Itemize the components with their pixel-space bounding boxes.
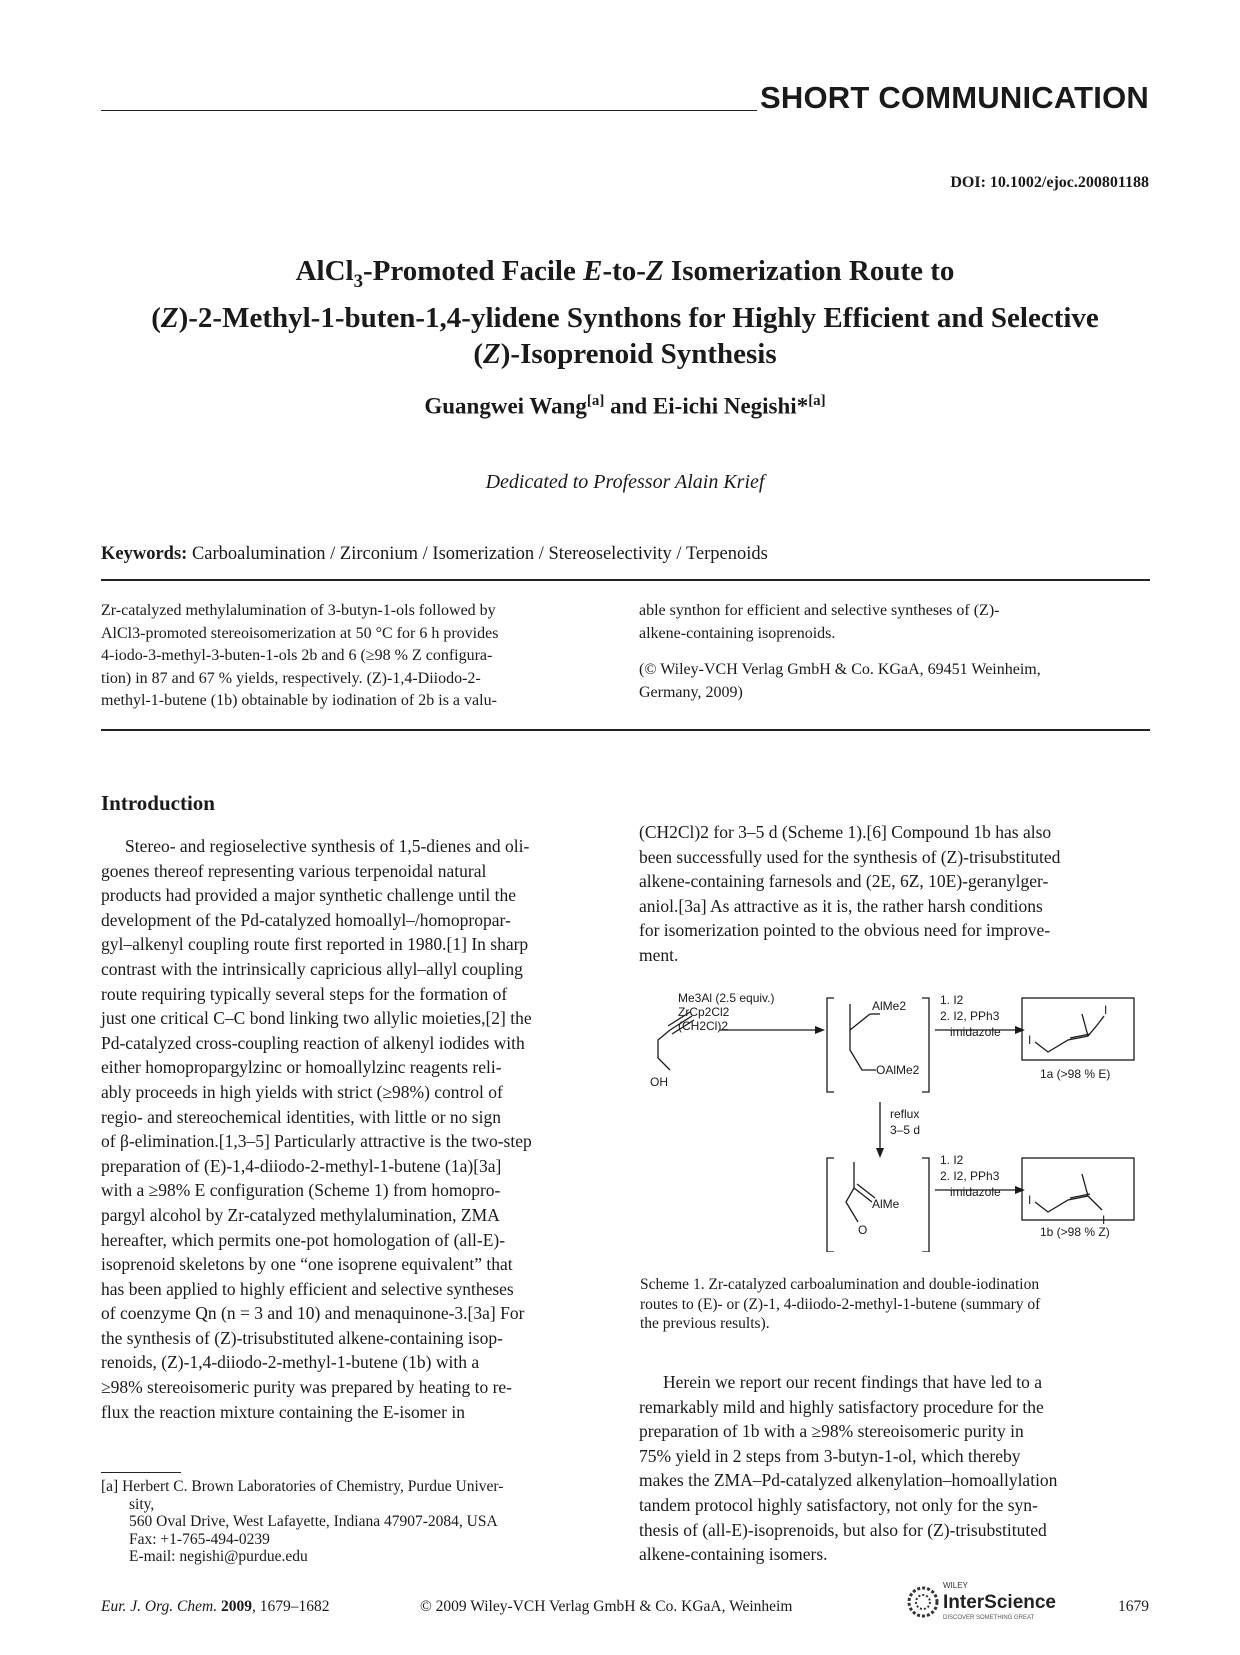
section-label: SHORT COMMUNICATION	[760, 80, 1149, 115]
footer-citation: Eur. J. Org. Chem. 2009, 1679–1682	[101, 1598, 330, 1615]
bond-product-1b	[1035, 1196, 1102, 1212]
article-title	[100, 253, 1150, 372]
arrowhead-3	[1015, 1186, 1025, 1194]
title-line-3: (Z)-Isoprenoid Synthesis	[473, 337, 777, 370]
svg-text:DISCOVER SOMETHING GREAT: DISCOVER SOMETHING GREAT	[943, 1615, 1035, 1621]
bracket-left-2	[827, 1158, 834, 1252]
label-alme2: AlMe2	[872, 999, 907, 1013]
step-bot-2: 2. I2, PPh3	[940, 1169, 1000, 1183]
reagent-solvent: (CH2Cl)2	[678, 1019, 729, 1033]
label-i-1b-left: I	[1028, 1193, 1032, 1207]
step-bot-3: imidazole	[950, 1185, 1001, 1199]
abstract-bottom-rule	[101, 729, 1150, 731]
intro-right-column: (CH2Cl)2 for 3–5 d (Scheme 1).[6] Compound 1b has also been successfully used for the synthesis of (Z)-trisubstituted alkene-containing farnesols and (2E, 6Z, 10E)-geranylger- aniol.[3a] As attractive as it is, the rather harsh conditions for isomerization pointed to the obvious need for improve- ment.	[639, 822, 1061, 965]
footnote-email: E-mail: negishi@purdue.edu	[129, 1548, 308, 1565]
abstract-copyright: (© Wiley-VCH Verlag GmbH & Co. KGaA, 69451 Weinheim,	[639, 661, 1041, 678]
footer-copyright: © 2009 Wiley-VCH Verlag GmbH & Co. KGaA, Weinheim	[420, 1598, 793, 1615]
arrowhead-1	[815, 1026, 825, 1034]
label-alme: AlMe	[872, 1197, 900, 1211]
step-bot-1: 1. I2	[940, 1153, 964, 1167]
scheme-1-diagram	[650, 990, 1150, 1252]
label-i-1a-left: I	[1028, 1033, 1032, 1047]
keywords	[101, 544, 768, 565]
abstract-top-rule	[101, 579, 1150, 581]
svg-text:InterScience: InterScience	[943, 1592, 1056, 1613]
abstract-left: Zr-catalyzed methylalumination of 3-butyn-1-ols followed by AlCl3-promoted stereoisomerization at 50 °C for 6 h provides 4-iodo-3-methyl-3-buten-1-ols 2b and 6 (≥98 % Z configura- tion) in 87 and 67 % yields, respectively. (Z)-1,4-Diiodo-2- methyl-1-butene (1b) obtainable by iodination of 2b is a valu-	[101, 602, 499, 709]
label-o: O	[858, 1223, 868, 1237]
intro-right-column-2: Herein we report our recent findings that have led to a remarkably mild and highly satisfactory procedure for the preparation of 1b with a ≥98% stereoisomeric purity in 75% yield in 2 steps from 3-butyn-1-ol, which thereby makes the ZMA–Pd-catalyzed alkenylation–homoallylation tandem protocol highly satisfactory, not only for the syn- thesis of (all-E)-isoprenoids, but also for (Z)-trisubstituted alkene-containing isomers.	[639, 1372, 1058, 1565]
bracket-right-2	[922, 1158, 929, 1252]
bracket-right-1	[922, 998, 929, 1092]
label-i-1a-right: I	[1104, 1003, 1108, 1017]
reflux-time: 3–5 d	[890, 1123, 921, 1137]
bond-intermediate-2	[846, 1162, 858, 1222]
product-1a-box	[1022, 998, 1134, 1060]
step-top-2: 2. I2, PPh3	[940, 1009, 1000, 1023]
affiliation-footnote: [a] Herbert C. Brown Laboratories of Chemistry, Purdue Univer- sity, 560 Oval Drive, West Lafayette, Indiana 47907-2084, USA Fax: +1-765-494-0239 E-mail: negishi@purdue.edu	[101, 1478, 612, 1566]
bond-product-1a	[1035, 1016, 1104, 1052]
scheme-caption: Scheme 1. Zr-catalyzed carboalumination and double-iodination routes to (E)- or (Z)-1, 4-diiodo-2-methyl-1-butene (summary of the previous results).	[640, 1276, 1041, 1332]
reagent-me3al: Me3Al (2.5 equiv.)	[678, 991, 775, 1005]
intro-left-column: Stereo- and regioselective synthesis of 1,5-dienes and oli- goenes thereof representing various terpenoidal natural products had provided a major synthetic challenge until the development of the Pd-catalyzed homoallyl–/homopropar- gyl–alkenyl coupling route first reported in 1980.[1] In sharp contrast with the intrinsically capricious allyl–allyl coupling route requiring typically several steps for the formation of just one critical C–C bond linking two allylic moieties,[2] the Pd-catalyzed cross-coupling reaction of alkenyl iodides with either homopropargylzinc or homoallylzinc reagents reli- ably proceeds in high yields with strict (≥98%) control of regio- and stereochemical identities, with little or no sign of β-elimination.[1,3–5] Particularly attractive is the two-step preparation of (E)-1,4-diiodo-2-methyl-1-butene (1a)[3a] with a ≥98% E configuration (Scheme 1) from homopro- pargyl alcohol by Zr-catalyzed methylalumination, ZMA hereafter, which permits one-pot homologation of (all-E)- isoprenoid skeletons by one “one isoprene equivalent” that has been applied to highly efficient and selective syntheses of coenzyme Qn (n = 3 and 10) and menaquinone-3.[3a] For the synthesis of (Z)-trisubstituted alkene-containing isop- renoids, (Z)-1,4-diiodo-2-methyl-1-butene (1b) with a ≥98% stereoisomeric purity was prepared by heating to re- flux the reaction mixture containing the E-isomer in	[101, 836, 532, 1422]
header-rule	[101, 110, 757, 111]
title-line-2: (Z)-2-Methyl-1-buten-1,4-ylidene Synthons for Highly Efficient and Selective	[151, 301, 1099, 334]
bond-intermediate-1	[850, 1004, 870, 1030]
product-1b-box	[1022, 1158, 1134, 1220]
abstract-right: able synthon for efficient and selective syntheses of (Z)- alkene-containing isoprenoids. (© Wiley-VCH Verlag GmbH & Co. KGaA, 69451 Weinheim, Germany, 2009)	[639, 600, 1150, 704]
authors: Guangwei Wang[a] and Ei-ichi Negishi*[a]	[424, 393, 826, 419]
dedication: Dedicated to Professor Alain Krief	[485, 471, 765, 493]
step-top-1: 1. I2	[940, 993, 964, 1007]
footnote-rule	[101, 1472, 181, 1473]
bond-chain-start	[658, 1030, 670, 1070]
label-1b: 1b (>98 % Z)	[1040, 1225, 1110, 1239]
label-oh: OH	[650, 1075, 668, 1089]
footnote-marker: [a]	[101, 1478, 119, 1495]
bracket-left-1	[827, 998, 834, 1092]
arrowhead-2	[1015, 1026, 1025, 1034]
section-heading-introduction: Introduction	[101, 791, 215, 815]
globe-icon	[909, 1588, 937, 1616]
keywords-text: Carboalumination / Zirconium / Isomerization / Stereoselectivity / Terpenoids	[187, 544, 768, 564]
doi: DOI: 10.1002/ejoc.200801188	[950, 174, 1149, 191]
keywords-label: Keywords:	[101, 544, 188, 564]
interscience-logo	[905, 1578, 1075, 1622]
label-i-1b-right: I	[1102, 1213, 1106, 1227]
arrowhead-reflux	[876, 1148, 884, 1158]
reagent-zrcp2cl2: ZrCp2Cl2	[678, 1005, 730, 1019]
svg-text:WILEY: WILEY	[943, 1581, 968, 1590]
title-line-1: AlCl$_3$-Promoted Facile E-to-Z Isomerization Route to	[295, 255, 955, 292]
label-1a: 1a (>98 % E)	[1040, 1067, 1111, 1081]
step-top-3: imidazole	[950, 1025, 1001, 1039]
page-number: 1679	[1118, 1598, 1149, 1615]
reflux-label: reflux	[890, 1107, 920, 1121]
label-oalme2: OAlMe2	[876, 1063, 920, 1077]
